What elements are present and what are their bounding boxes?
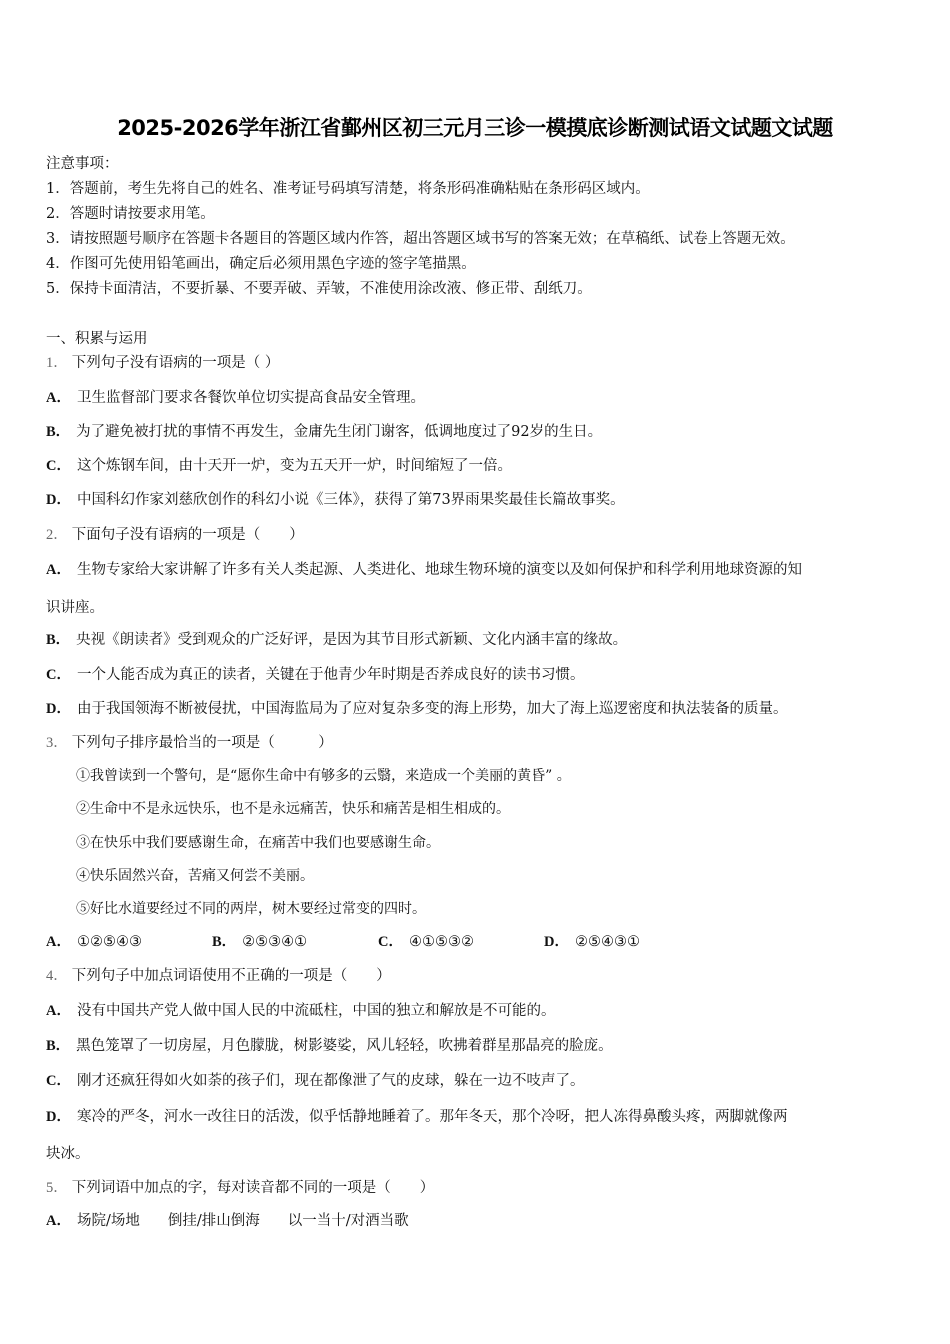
option-text: 黑色笼罩了一切房屋，月色朦胧，树影婆娑，风儿轻轻，吹拂着群星那晶亮的脸庞。 — [76, 1038, 613, 1054]
question-4-option-c — [46, 1069, 584, 1090]
option-label: B． — [46, 632, 71, 648]
notice-item: 5．保持卡面清洁，不要折暴、不要弄破、弄皱，不准使用涂改液、修正带、刮纸刀。 — [46, 281, 592, 297]
option-label: C． — [46, 1073, 71, 1089]
question-3-option-b — [212, 930, 378, 951]
question-number: 1． — [46, 355, 68, 371]
option-part: 倒挂/排山倒海 — [167, 1213, 260, 1229]
question-1-option-b — [46, 420, 602, 441]
option-label: A． — [46, 934, 71, 950]
page-title: 2025-2026学年浙江省鄞州区初三元月三诊一模摸底诊断测试语文试题文试题 — [117, 116, 833, 140]
option-label: B． — [212, 934, 237, 950]
question-text: 下面句子没有语病的一项是（ ） — [71, 527, 304, 543]
option-text: ②⑤③④① — [242, 934, 308, 950]
option-part: 以一当十/对酒当歌 — [287, 1213, 409, 1229]
question-1-stem — [46, 351, 279, 372]
question-4-stem — [46, 964, 391, 985]
question-2-option-a-continued: 识讲座。 — [46, 600, 104, 616]
option-label: A． — [46, 1003, 71, 1019]
question-3-sentence-5: ⑤好比水道要经过不同的两岸，树木要经过常变的四时。 — [76, 901, 426, 917]
option-label: C． — [46, 458, 71, 474]
question-number: 3． — [46, 735, 68, 751]
question-2-option-c — [46, 663, 584, 684]
question-text: 下列词语中加点的字，每对读音都不同的一项是（ ） — [71, 1180, 435, 1196]
question-3-sentence-4: ④快乐固然兴奋，苦痛又何尝不美丽。 — [76, 868, 314, 884]
option-label: B． — [46, 1038, 71, 1054]
question-2-option-a — [46, 558, 802, 579]
question-text: 下列句子中加点词语使用不正确的一项是（ ） — [71, 968, 391, 984]
option-text: ②⑤④③① — [574, 934, 640, 950]
option-text: 由于我国领海不断被侵扰，中国海监局为了应对复杂多变的海上形势，加大了海上巡逻密度和执法装备的质量。 — [76, 701, 788, 717]
question-4-option-b — [46, 1034, 613, 1055]
question-number: 5． — [46, 1180, 68, 1196]
option-text: 寒冷的严冬，河水一改往日的活泼，似乎恬静地睡着了。那年冬天，那个冷呀，把人冻得鼻酸头疼，两脚就像两 — [76, 1109, 788, 1125]
option-label: C． — [378, 934, 403, 950]
question-1-option-a — [46, 386, 425, 407]
option-text: 央视《朗读者》受到观众的广泛好评，是因为其节目形式新颖、文化内涵丰富的缘故。 — [76, 632, 628, 648]
question-2-option-d — [46, 697, 787, 718]
question-5-stem — [46, 1176, 434, 1197]
question-3-options — [46, 930, 710, 951]
section-heading: 一、积累与运用 — [46, 331, 148, 347]
notice-item: 1．答题前，考生先将自己的姓名、准考证号码填写清楚，将条形码准确粘贴在条形码区域内。 — [46, 181, 650, 197]
notice-item: 3．请按照题号顺序在答题卡各题目的答题区域内作答，超出答题区域书写的答案无效；在草稿纸、试卷上答题无效。 — [46, 231, 795, 247]
question-1-option-c — [46, 454, 512, 475]
option-text: 没有中国共产党人做中国人民的中流砥柱，中国的独立和解放是不可能的。 — [76, 1003, 556, 1019]
option-text: ④①⑤③② — [408, 934, 474, 950]
option-text: 卫生监督部门要求各餐饮单位切实提高食品安全管理。 — [76, 390, 425, 406]
option-label: A． — [46, 562, 71, 578]
question-text: 下列句子没有语病的一项是（ ） — [71, 355, 280, 371]
question-text: 下列句子排序最恰当的一项是（ ） — [71, 735, 333, 751]
question-3-sentence-3: ③在快乐中我们要感谢生命，在痛苦中我们也要感谢生命。 — [76, 835, 440, 851]
notice-item: 4．作图可先使用铅笔画出，确定后必须用黑色字迹的签字笔描黑。 — [46, 256, 476, 272]
question-number: 2． — [46, 527, 68, 543]
question-5-option-a — [46, 1209, 409, 1230]
question-3-option-d — [544, 930, 710, 951]
option-text: 一个人能否成为真正的读者，关键在于他青少年时期是否养成良好的读书习惯。 — [76, 667, 585, 683]
question-4-option-d-continued: 块冰。 — [46, 1146, 90, 1162]
option-text: 为了避免被打扰的事情不再发生，金庸先生闭门谢客，低调地度过了92岁的生日。 — [76, 424, 603, 440]
notice-heading: 注意事项： — [46, 156, 119, 172]
option-label: D． — [46, 701, 71, 717]
option-label: A． — [46, 390, 71, 406]
question-2-stem — [46, 523, 304, 544]
question-4-option-a — [46, 999, 555, 1020]
option-label: D． — [544, 934, 569, 950]
question-3-sentence-1: ①我曾读到一个警句，是“愿你生命中有够多的云翳，来造成一个美丽的黄昏” 。 — [76, 768, 571, 784]
option-text: 刚才还疯狂得如火如荼的孩子们，现在都像泄了气的皮球，躲在一边不吱声了。 — [76, 1073, 585, 1089]
question-3-option-c — [378, 930, 544, 951]
option-text: 这个炼钢车间，由十天开一炉，变为五天开一炉，时间缩短了一倍。 — [76, 458, 512, 474]
option-label: D． — [46, 1109, 71, 1125]
option-part: 场院/场地 — [76, 1213, 140, 1229]
option-text: 中国科幻作家刘慈欣创作的科幻小说《三体》，获得了第73界雨果奖最佳长篇故事奖。 — [76, 492, 625, 508]
option-text: 生物专家给大家讲解了许多有关人类起源、人类进化、地球生物环境的演变以及如何保护和科学利用地球资源的知 — [76, 562, 802, 578]
question-3-sentence-2: ②生命中不是永远快乐，也不是永远痛苦，快乐和痛苦是相生相成的。 — [76, 801, 510, 817]
question-3-option-a — [46, 930, 212, 951]
question-3-stem — [46, 731, 333, 752]
option-label: B． — [46, 424, 71, 440]
question-4-option-d — [46, 1105, 787, 1126]
option-label: D． — [46, 492, 71, 508]
question-number: 4． — [46, 968, 68, 984]
question-1-option-d — [46, 488, 625, 509]
option-label: A． — [46, 1213, 71, 1229]
option-text: ①②⑤④③ — [76, 934, 142, 950]
question-2-option-b — [46, 628, 627, 649]
notice-item: 2．答题时请按要求用笔。 — [46, 206, 215, 222]
option-label: C． — [46, 667, 71, 683]
